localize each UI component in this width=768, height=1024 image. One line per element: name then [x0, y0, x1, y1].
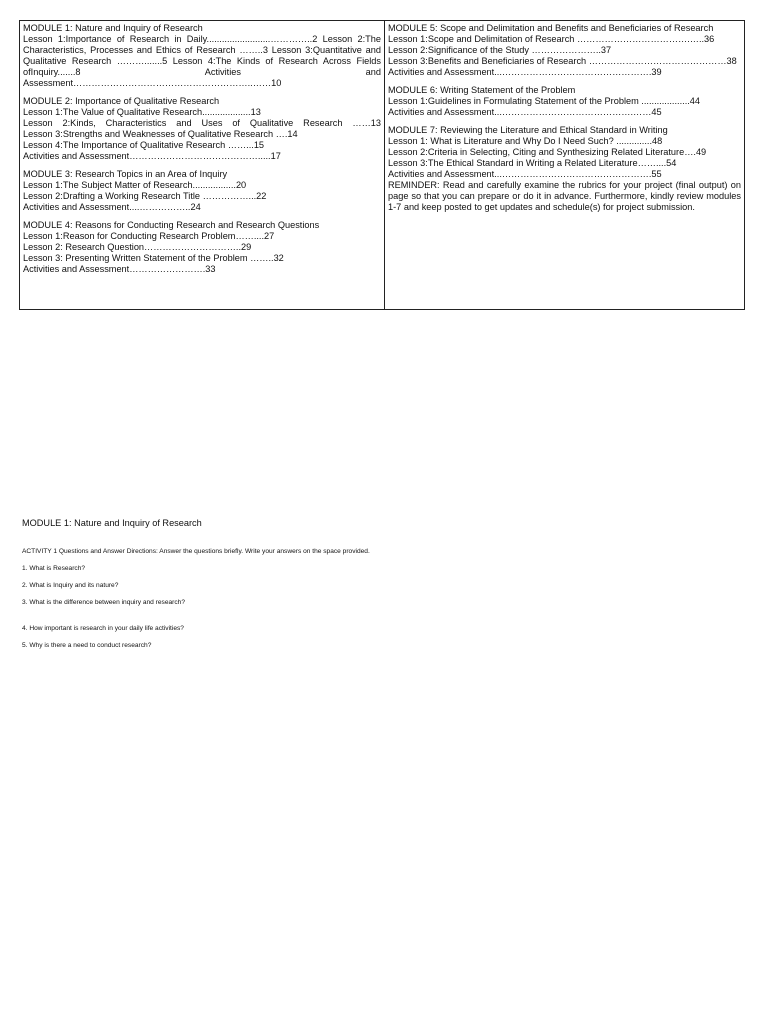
module-4-lesson-1: Lesson 1:Reason for Conducting Research Problem……....27 — [23, 231, 275, 241]
reminder-note: REMINDER: Read and carefully examine the rubrics for your project (final output) on page so that you can prepare or do it in advance. Furthermore, kindly review modules 1-7 and keep posted to get updates and schedule(s) for project submission. — [388, 180, 741, 212]
module-1-title: MODULE 1: Nature and Inquiry of Research — [23, 23, 203, 33]
module-4-title: MODULE 4: Reasons for Conducting Research and Research Questions — [23, 220, 320, 230]
question-1: 1. What is Research? — [22, 565, 86, 572]
question-2: 2. What is Inquiry and its nature? — [22, 582, 119, 589]
module-3-activities: Activities and Assessment....……………..24 — [23, 202, 201, 212]
module-5-lesson-1: Lesson 1:Scope and Delimitation of Research ……………………………….…..36 — [388, 34, 715, 44]
module-2-lesson-4: Lesson 4:The Importance of Qualitative Research ……...15 — [23, 140, 265, 150]
module-4-lesson-2: Lesson 2: Research Question…………………………..29 — [23, 242, 252, 252]
module-2-lesson-3: Lesson 3:Strengths and Weaknesses of Qualitative Research ….14 — [23, 129, 298, 139]
module-4-lesson-3: Lesson 3: Presenting Written Statement of the Problem ……..32 — [23, 253, 284, 263]
module-7-activities: Activities and Assessment...………………………………………….55 — [388, 169, 662, 179]
module-3-title: MODULE 3: Research Topics in an Area of Inquiry — [23, 169, 228, 179]
activity-directions: ACTIVITY 1 Questions and Answer Directions: Answer the questions briefly. Write your answers on the space provided. — [22, 548, 370, 555]
question-3: 3. What is the difference between inquiry and research? — [22, 599, 185, 606]
module-5-title: MODULE 5: Scope and Delimitation and Benefits and Beneficiaries of Research — [388, 23, 714, 33]
toc-right-column — [385, 21, 744, 309]
module-2-lesson-2: Lesson 2:Kinds, Characteristics and Uses of Qualitative Research ……13 — [23, 118, 381, 128]
activity-module-title: MODULE 1: Nature and Inquiry of Research — [22, 518, 202, 528]
module-6-title: MODULE 6: Writing Statement of the Problem — [388, 85, 576, 95]
toc-left-column — [20, 21, 385, 309]
module-7-lesson-2: Lesson 2:Criteria in Selecting, Citing and Synthesizing Related Literature….49 — [388, 147, 707, 157]
module-2-activities: Activities and Assessment…………………………………….....17 — [23, 151, 281, 161]
question-5: 5. Why is there a need to conduct research? — [22, 642, 152, 649]
module-3-lesson-2: Lesson 2:Drafting a Working Research Title ……………...22 — [23, 191, 267, 201]
table-of-contents — [19, 20, 745, 310]
module-6-activities: Activities and Assessment...…………………………………….……45 — [388, 107, 662, 117]
module-5-lesson-2: Lesson 2:Significance of the Study …………………..37 — [388, 45, 612, 55]
module-5-activities: Activities and Assessment...………………………………………….39 — [388, 67, 662, 77]
module-5-lesson-3: Lesson 3:Benefits and Beneficiaries of Research ………………………………………38 — [388, 56, 737, 66]
module-7-lesson-3: Lesson 3:The Ethical Standard in Writing a Related Literature……....54 — [388, 158, 677, 168]
module-4-activities: Activities and Assessment…………………….33 — [23, 264, 216, 274]
module-6-lesson-1: Lesson 1:Guidelines in Formulating Statement of the Problem ...................44 — [388, 96, 701, 106]
module-3-lesson-1: Lesson 1:The Subject Matter of Research.................20 — [23, 180, 247, 190]
question-4: 4. How important is research in your daily life activities? — [22, 625, 184, 632]
activity-section — [22, 518, 722, 650]
module-2-title: MODULE 2: Importance of Qualitative Research — [23, 96, 220, 106]
module-2-lesson-1: Lesson 1:The Value of Qualitative Research...................13 — [23, 107, 261, 117]
module-1-lessons: Lesson 1:Importance of Research in Daily.........................…………..2 Lesson 2:The Characteristics, Processes and Ethics of Research ……..3 Lesson 3:Quantitative and Qualitative Research ……….......5 Lesson 4:The Kinds of Research Across Fields ofInquiry.......8 Activities and Assessment…………………………………………………..……10 — [23, 34, 381, 88]
module-7-lesson-1: Lesson 1: What is Literature and Why Do I Need Such? ..............48 — [388, 136, 663, 146]
module-7-title: MODULE 7: Reviewing the Literature and Ethical Standard in Writing — [388, 125, 668, 135]
